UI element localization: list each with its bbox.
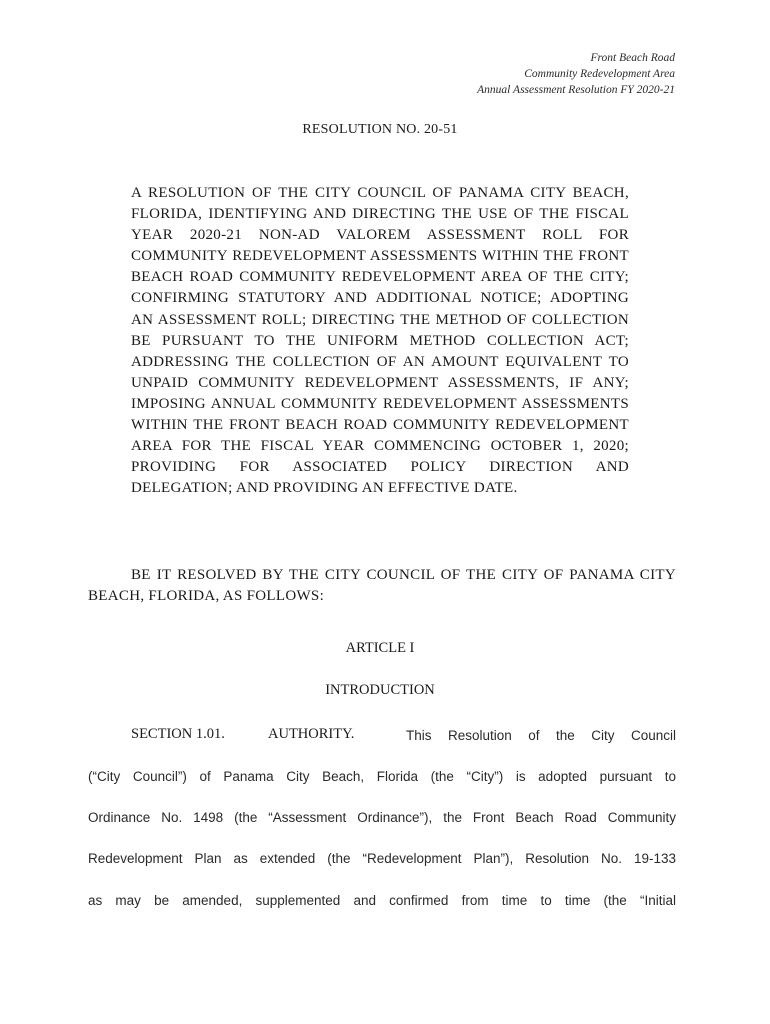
- article-title: INTRODUCTION: [325, 682, 435, 698]
- section-heading: [131, 726, 399, 743]
- section-body-line-2: Ordinance No. 1498 (the “Assessment Ordinance”), the Front Beach Road Community: [88, 810, 676, 825]
- section-body-line-0: This Resolution of the City Council: [406, 728, 676, 743]
- header-line-3: Annual Assessment Resolution FY 2020-21: [477, 84, 675, 96]
- header-line-1: Front Beach Road: [590, 52, 675, 64]
- section-body-line-4: as may be amended, supplemented and confirmed from time to time (the “Initial: [88, 893, 676, 908]
- running-header: [477, 50, 675, 98]
- resolution-caption: A RESOLUTION OF THE CITY COUNCIL OF PANAMA CITY BEACH, FLORIDA, IDENTIFYING AND DIRECTING THE USE OF THE FISCAL YEAR 2020-21 NON-AD VALOREM ASSESSMENT ROLL FOR COMMUNITY REDEVELOPMENT ASSESSMENTS WITHIN THE FRONT BEACH ROAD COMMUNITY REDEVELOPMENT AREA OF THE CITY; CONFIRMING STATUTORY AND ADDITIONAL NOTICE; ADOPTING AN ASSESSMENT ROLL; DIRECTING THE METHOD OF COLLECTION BE PURSUANT TO THE UNIFORM METHOD COLLECTION ACT; ADDRESSING THE COLLECTION OF AN AMOUNT EQUIVALENT TO UNPAID COMMUNITY REDEVELOPMENT ASSESSMENTS, IF ANY; IMPOSING ANNUAL COMMUNITY REDEVELOPMENT ASSESSMENTS WITHIN THE FRONT BEACH ROAD COMMUNITY REDEVELOPMENT AREA FOR THE FISCAL YEAR COMMENCING OCTOBER 1, 2020; PROVIDING FOR ASSOCIATED POLICY DIRECTION AND DELEGATION; AND PROVIDING AN EFFECTIVE DATE.: [131, 185, 629, 497]
- article-heading: ARTICLE I: [345, 640, 415, 656]
- section-number: SECTION 1.01.: [131, 726, 225, 742]
- section-body-line-1: (“City Council”) of Panama City Beach, Florida (the “City”) is adopted pursuant to: [88, 769, 676, 784]
- resolution-number: RESOLUTION NO. 20-51: [302, 122, 458, 137]
- section-body-line-3: Redevelopment Plan as extended (the “Redevelopment Plan”), Resolution No. 19-133: [88, 851, 676, 866]
- resolved-clause: BE IT RESOLVED BY THE CITY COUNCIL OF THE CITY OF PANAMA CITY BEACH, FLORIDA, AS FOLLOWS:: [88, 567, 676, 604]
- header-line-2: Community Redevelopment Area: [524, 68, 675, 80]
- section-title: AUTHORITY.: [268, 726, 355, 742]
